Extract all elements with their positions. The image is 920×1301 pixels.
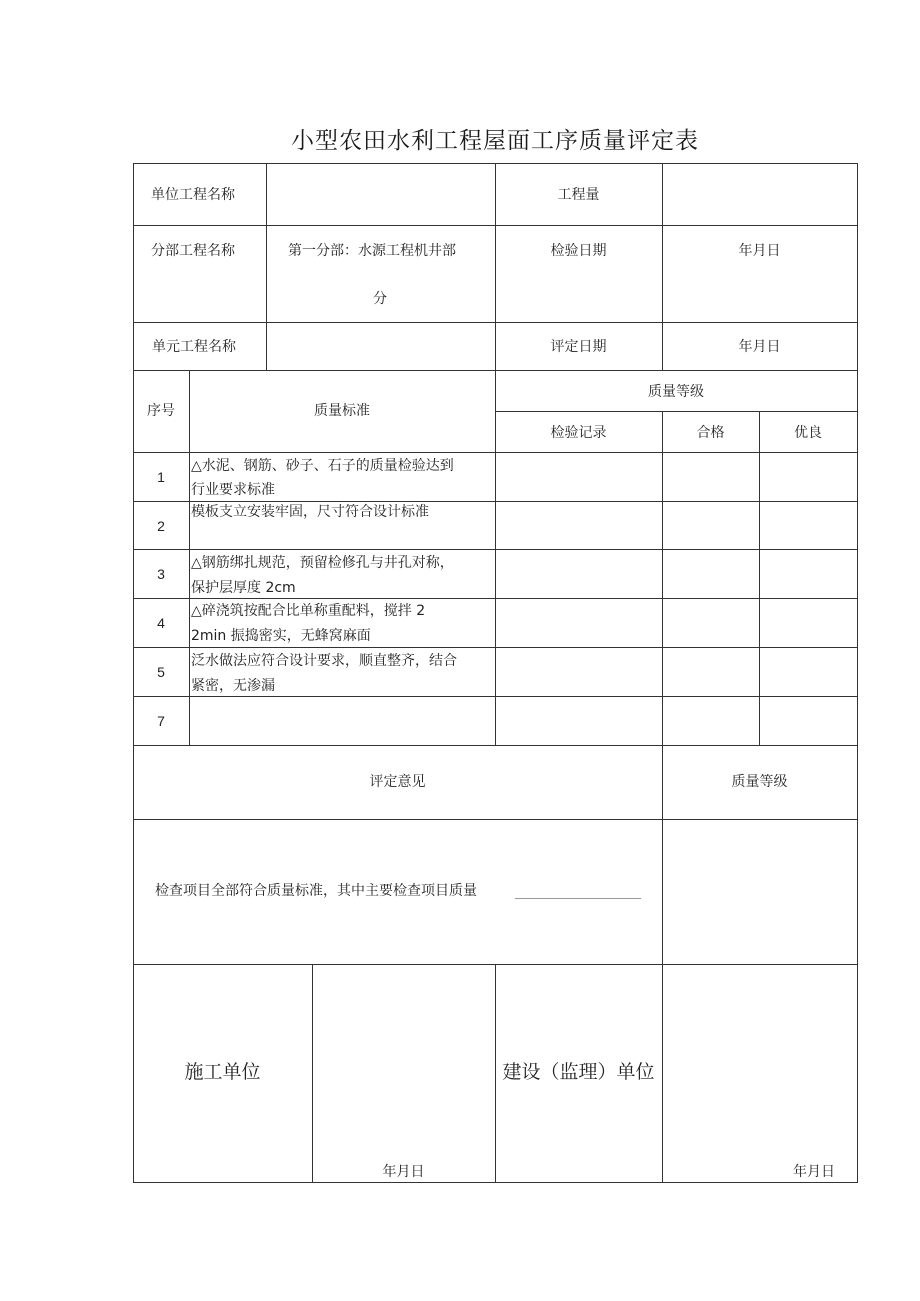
row-number: 2 [157,518,165,534]
quantity-label: 工程量 [557,187,600,203]
table-rule [495,411,858,412]
col-header-pass: 合格 [696,425,725,441]
row-standard-line1: 泛水做法应符合设计要求，顺直整齐，结合 [191,653,457,669]
page-title: 小型农田水利工程屋面工序质量评定表 [291,128,699,154]
col-header-grade: 质量等级 [648,384,704,400]
assessment-statement: 检查项目全部符合质量标准，其中主要检查项目质量 [155,883,477,899]
unit-project-label: 单位工程名称 [151,187,235,203]
assess-date-value: 年月日 [738,339,781,355]
row-standard-line2: 保护层厚度 2cm [191,580,296,596]
element-label: 单元工程名称 [152,339,236,355]
supervisor-date: 年月日 [793,1164,835,1180]
col-header-standard: 质量标准 [314,403,370,419]
division-value-line1: 第一分部：水源工程机井部 [288,243,456,259]
grade-label: 质量等级 [731,774,788,790]
fill-in-underline [515,898,641,899]
division-label: 分部工程名称 [151,243,235,259]
row-standard-line2: 2min 振捣密实，无蜂窝麻面 [191,628,371,644]
col-header-excellent: 优良 [794,425,822,441]
contractor-label: 施工单位 [184,1061,261,1083]
table-rule [133,819,858,820]
table-rule [189,370,190,746]
row-standard-line2: 紧密，无渗漏 [191,678,275,694]
row-number: 5 [157,664,165,680]
row-number: 4 [157,615,165,631]
supervisor-label: 建设（监理）单位 [502,1061,655,1083]
row-standard-line1: △水泥、钢筋、砂子、石子的质量检验达到 [191,458,454,474]
row-standard-line1: △钢筋绑扎规范，预留检修孔与井孔对称， [191,555,454,571]
inspect-date-label: 检验日期 [550,243,607,259]
row-standard-line1: 模板支立安装牢固，尺寸符合设计标准 [191,504,429,520]
table-rule [662,411,663,746]
inspect-date-value: 年月日 [738,243,781,259]
table-rule [759,411,760,746]
table-rule [312,964,313,1183]
row-standard-line2: 行业要求标准 [191,482,275,498]
division-value-line2: 分 [373,291,387,307]
table-rule [266,163,267,371]
contractor-date: 年月日 [382,1164,425,1180]
opinion-label: 评定意见 [369,774,426,790]
row-standard-line1: △碎浇筑按配合比单称重配料，搅拌 2 [191,603,426,619]
row-number: 7 [157,713,165,729]
table-border-right [857,163,858,1183]
assess-date-label: 评定日期 [550,339,607,355]
col-header-record: 检验记录 [550,425,607,441]
row-number: 3 [157,566,165,582]
col-header-no: 序号 [147,403,175,419]
table-rule [662,745,663,1183]
row-number: 1 [157,469,165,485]
